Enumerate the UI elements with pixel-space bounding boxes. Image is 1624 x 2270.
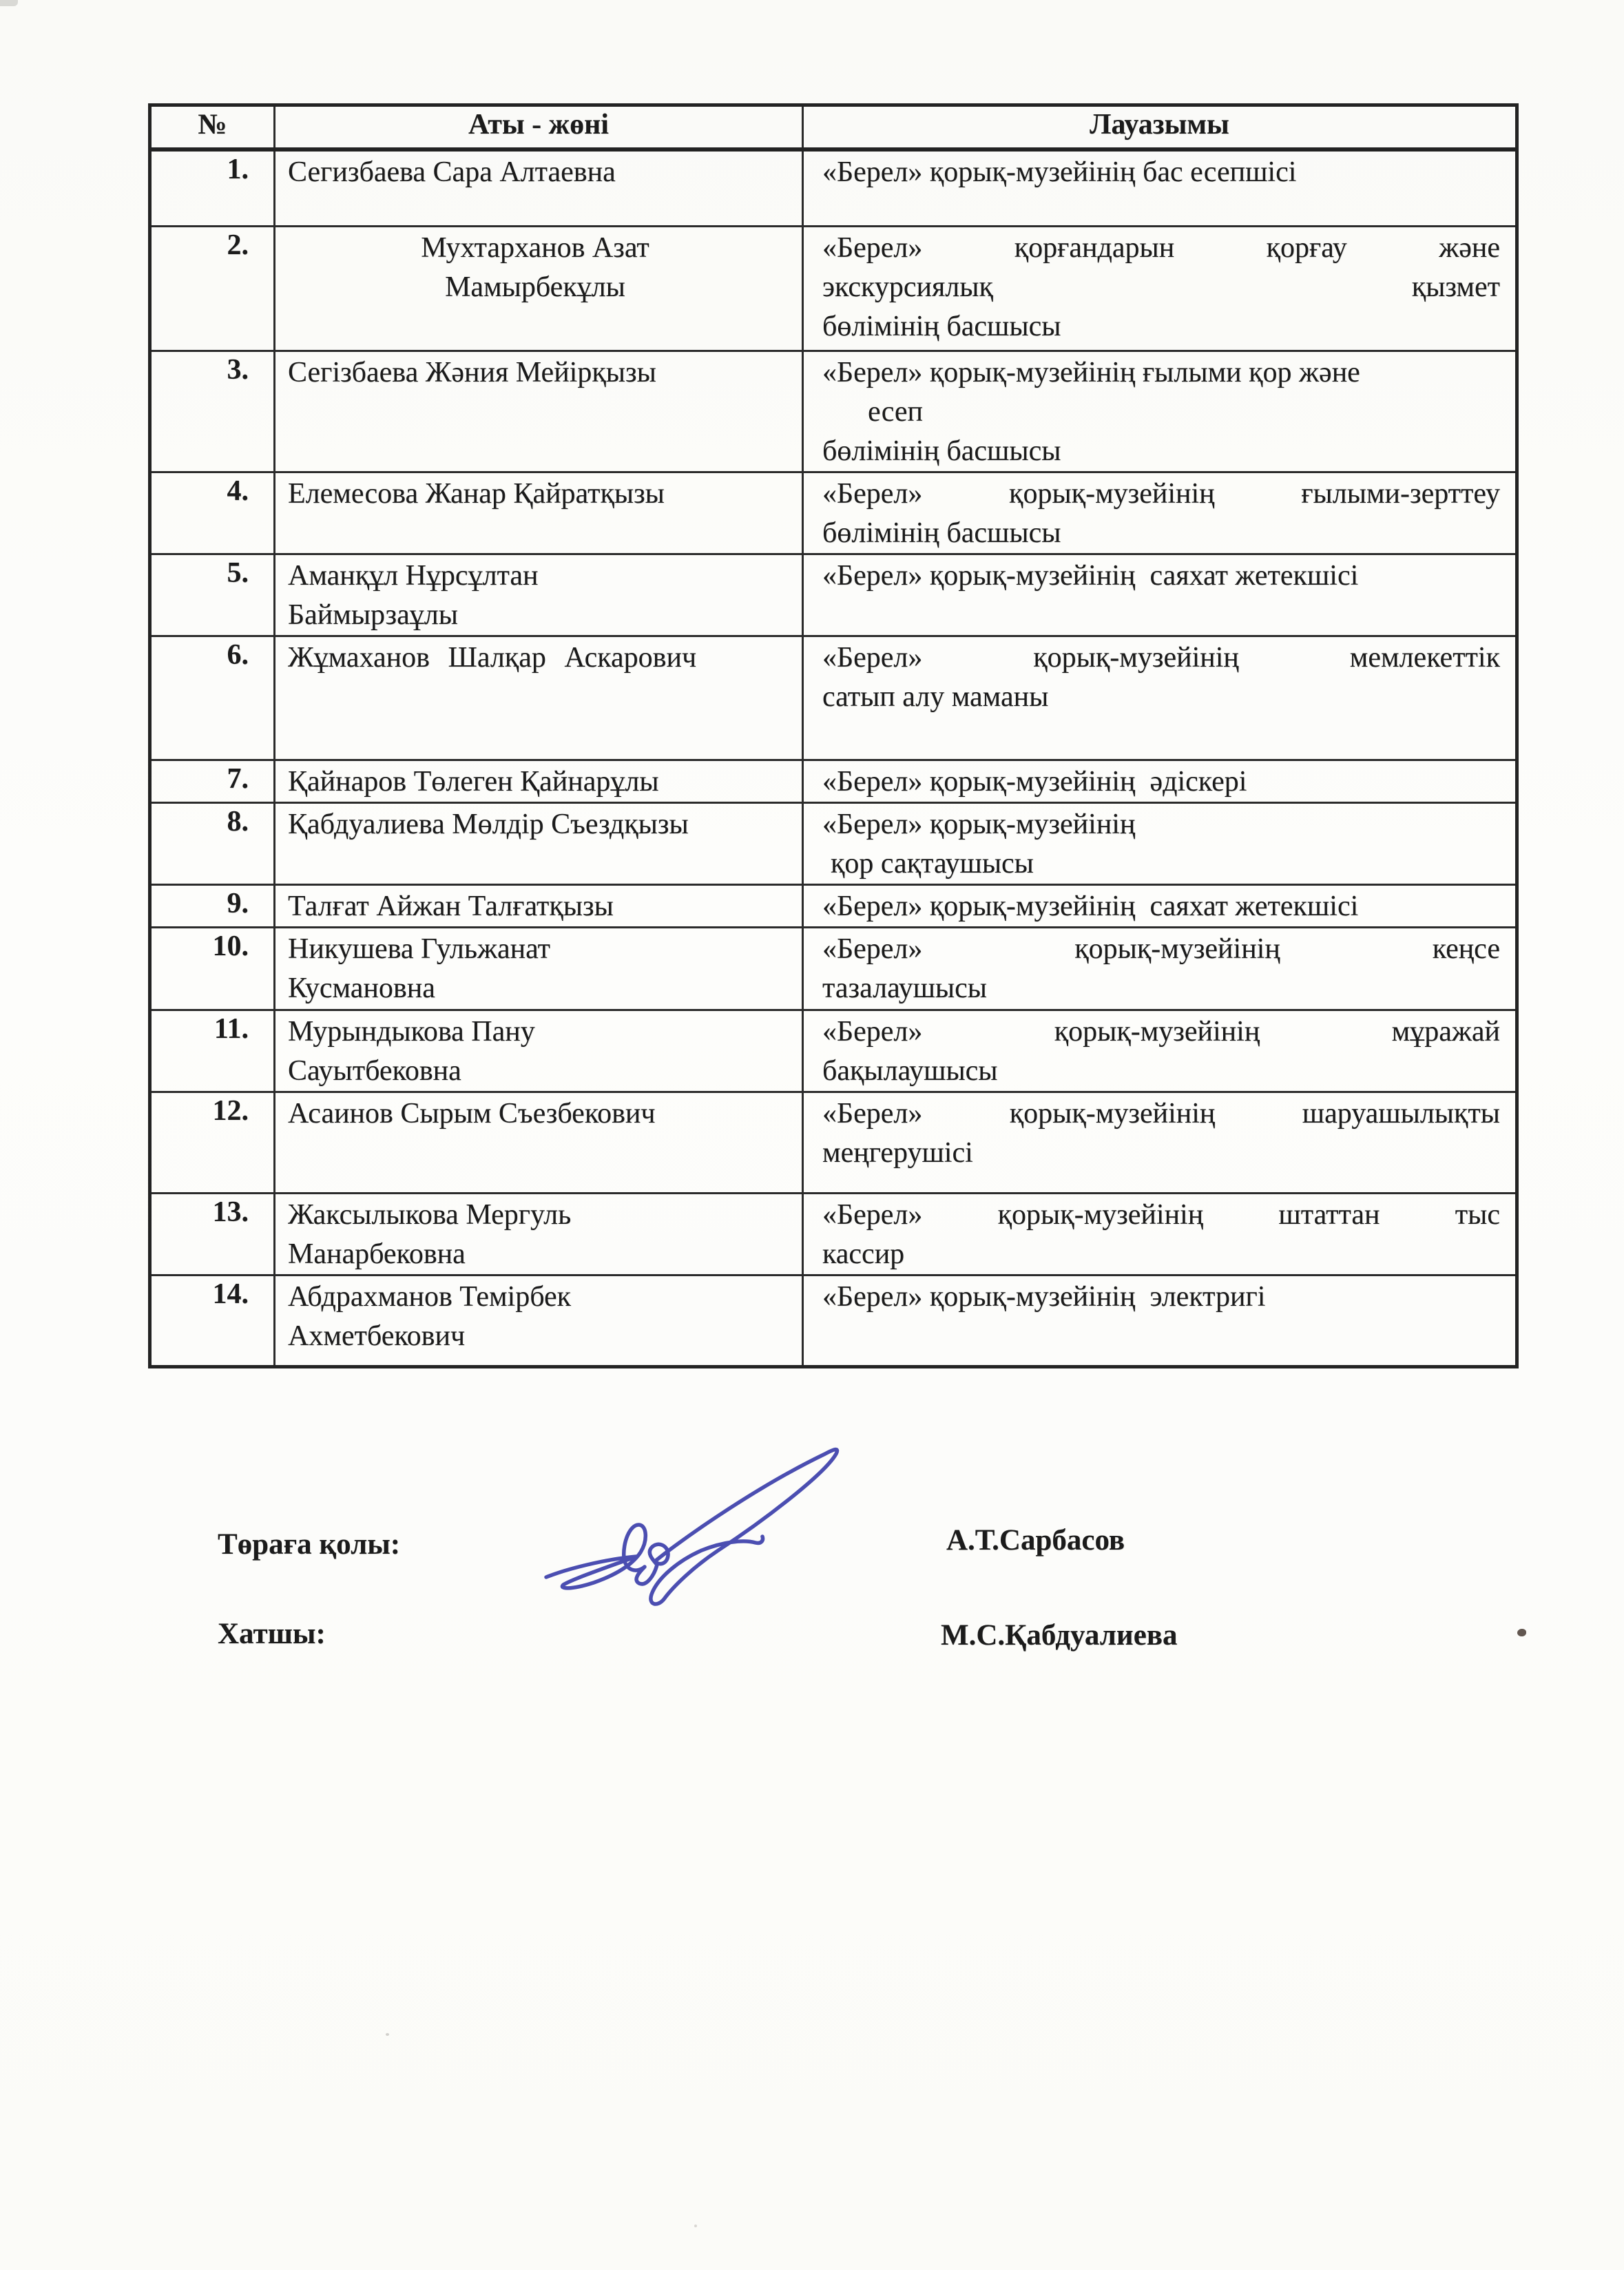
- position-line: бөлімінің басшысы: [822, 311, 1061, 342]
- row-number-cell: [150, 1275, 275, 1367]
- position-line: «Берел» қорық-музейінің: [822, 809, 1136, 840]
- table-body: [150, 149, 1517, 1367]
- row-number-cell: [150, 760, 275, 803]
- table-row: [150, 1275, 1517, 1367]
- header-position: Лауазымы: [803, 105, 1517, 149]
- name-line: Қабдуалиева Мөлдір Съездқызы: [288, 809, 689, 840]
- position-line: «Берел» қорық-музейінің ғылыми қор және: [822, 357, 1360, 388]
- position-line: бөлімінің басшысы: [822, 435, 1061, 467]
- position-word: «Берел»: [822, 933, 923, 965]
- employee-name-cell: [275, 227, 803, 351]
- employee-position-cell: [803, 227, 1517, 351]
- position-word: тыс: [1455, 1199, 1500, 1231]
- position-line: тазалаушысы: [822, 972, 987, 1004]
- employee-name-cell: [275, 1010, 803, 1092]
- scan-speck: [694, 2225, 697, 2227]
- row-number-cell: [150, 351, 275, 472]
- row-number-cell: [150, 803, 275, 885]
- name-line: Сегизбаева Сара Алтаевна: [288, 156, 616, 188]
- employee-name-cell: [275, 472, 803, 554]
- name-line: Жаксылыкова Мергуль: [288, 1199, 572, 1231]
- position-line: сатып алу маманы: [822, 681, 1049, 713]
- secretary-name: М.С.Қабдуалиева: [941, 1619, 1178, 1652]
- table-row: [150, 1010, 1517, 1092]
- position-line: [822, 1094, 1500, 1134]
- position-line: [822, 1196, 1500, 1235]
- position-line: [822, 638, 1500, 678]
- position-line: «Берел» қорық-музейінің бас есепшісі: [822, 156, 1297, 188]
- table-row: [150, 554, 1517, 636]
- scan-speck: [1517, 1629, 1526, 1636]
- name-line: Қайнаров Төлеген Қайнарұлы: [288, 766, 659, 798]
- position-line: есеп: [868, 396, 923, 428]
- name-line: Ахметбекович: [288, 1320, 466, 1352]
- chairman-signature-label: Төраға қолы:: [218, 1528, 401, 1561]
- position-word: «Берел»: [822, 232, 923, 264]
- name-line: Сегізбаева Жәния Мейірқызы: [288, 357, 656, 388]
- chairman-name: А.Т.Сарбасов: [946, 1524, 1125, 1556]
- header-row: [150, 105, 1517, 149]
- table-row: [150, 760, 1517, 803]
- scan-speck: [386, 2033, 389, 2036]
- table-header: [150, 105, 1517, 149]
- table-row: [150, 636, 1517, 760]
- position-line: «Берел» қорық-музейінің саяхат жетекшісі: [822, 560, 1359, 592]
- position-line: бақылаушысы: [822, 1055, 998, 1087]
- row-number-cell: [150, 227, 275, 351]
- row-number: 14.: [212, 1278, 249, 1310]
- name-line: Никушева Гульжанат: [288, 933, 551, 965]
- position-word: мұражай: [1391, 1016, 1500, 1048]
- position-word: қорық-музейінің: [1074, 933, 1280, 965]
- row-number-cell: [150, 928, 275, 1010]
- position-line: «Берел» қорық-музейінің әдіскері: [822, 766, 1247, 798]
- row-number: 9.: [227, 888, 249, 919]
- employee-position-cell: [803, 928, 1517, 1010]
- table-row: [150, 227, 1517, 351]
- position-word: штаттан: [1278, 1199, 1380, 1231]
- position-word: қорық-музейінің: [1009, 478, 1215, 510]
- name-line: Сауытбековна: [288, 1055, 461, 1087]
- position-word: ғылыми-зерттеу: [1301, 478, 1500, 510]
- row-number: 13.: [212, 1196, 249, 1228]
- position-line: меңгерушісі: [822, 1137, 973, 1169]
- employee-position-cell: [803, 636, 1517, 760]
- position-line: [822, 268, 1500, 307]
- position-line: [822, 229, 1500, 268]
- name-line: Асаинов Сырым Съезбекович: [288, 1098, 656, 1129]
- name-line: Мурындыкова Пану: [288, 1016, 535, 1048]
- employee-name-cell: [275, 1092, 803, 1194]
- row-number-cell: [150, 636, 275, 760]
- position-word: және: [1439, 232, 1500, 264]
- name-line: Абдрахманов Темірбек: [288, 1281, 572, 1313]
- employee-position-cell: [803, 1092, 1517, 1194]
- position-word: қызмет: [1411, 271, 1500, 303]
- name-line: Талғат Айжан Талғатқызы: [288, 891, 614, 922]
- position-word: «Берел»: [822, 1016, 923, 1048]
- row-number: 1.: [227, 153, 249, 185]
- position-line: [822, 475, 1500, 514]
- position-word: қорық-музейінің: [1009, 1098, 1216, 1129]
- position-word: «Берел»: [822, 642, 923, 674]
- employee-position-cell: [803, 1010, 1517, 1092]
- employee-name-cell: [275, 554, 803, 636]
- employee-position-cell: [803, 554, 1517, 636]
- table-row: [150, 803, 1517, 885]
- position-line: «Берел» қорық-музейінің саяхат жетекшісі: [822, 891, 1359, 922]
- row-number: 7.: [227, 763, 249, 795]
- position-word: «Берел»: [822, 1199, 923, 1231]
- header-number: №: [150, 105, 275, 149]
- employee-name-cell: [275, 760, 803, 803]
- position-word: шаруашылықты: [1302, 1098, 1500, 1129]
- row-number-cell: [150, 472, 275, 554]
- name-line: Жұмаханов Шалқар Аскарович: [288, 642, 697, 674]
- employee-position-cell: [803, 803, 1517, 885]
- row-number: 12.: [212, 1095, 249, 1127]
- row-number-cell: [150, 149, 275, 227]
- secretary-signature-label: Хатшы:: [218, 1618, 326, 1650]
- row-number-cell: [150, 1010, 275, 1092]
- employee-position-cell: [803, 149, 1517, 227]
- employee-position-cell: [803, 1275, 1517, 1367]
- position-word: қорық-музейінің: [997, 1199, 1204, 1231]
- position-line: бөлімінің басшысы: [822, 517, 1061, 549]
- header-name: Аты - жөні: [275, 105, 803, 149]
- employee-name-cell: [275, 1194, 803, 1275]
- table-row: [150, 1194, 1517, 1275]
- row-number-cell: [150, 1092, 275, 1194]
- row-number: 10.: [212, 930, 249, 962]
- name-line: Аманқұл Нұрсұлтан: [288, 560, 539, 592]
- row-number-cell: [150, 885, 275, 928]
- position-line: кассир: [822, 1238, 905, 1270]
- position-word: «Берел»: [822, 1098, 923, 1129]
- position-word: қорық-музейінің: [1054, 1016, 1260, 1048]
- position-line: «Берел» қорық-музейінің электригі: [822, 1281, 1266, 1313]
- name-line: Кусмановна: [288, 972, 435, 1004]
- table-row: [150, 472, 1517, 554]
- position-word: қорғау: [1266, 232, 1347, 264]
- employee-name-cell: [275, 885, 803, 928]
- position-word: қорғандарын: [1014, 232, 1175, 264]
- employee-name-cell: [275, 928, 803, 1010]
- position-word: экскурсиялық: [822, 271, 993, 303]
- table-row: [150, 1092, 1517, 1194]
- row-number: 4.: [227, 475, 249, 507]
- name-line: Елемесова Жанар Қайратқызы: [288, 478, 665, 510]
- position-word: «Берел»: [822, 478, 923, 510]
- row-number: 2.: [227, 229, 249, 261]
- employee-name-cell: [275, 351, 803, 472]
- position-line: қор сақтаушысы: [831, 848, 1034, 879]
- row-number: 11.: [214, 1013, 249, 1045]
- employee-position-cell: [803, 351, 1517, 472]
- position-line: [822, 930, 1500, 969]
- employee-position-cell: [803, 472, 1517, 554]
- row-number: 6.: [227, 639, 249, 671]
- name-line: Баймырзаұлы: [288, 599, 458, 631]
- employee-position-cell: [803, 1194, 1517, 1275]
- position-line: [822, 1012, 1500, 1052]
- employee-name-cell: [275, 636, 803, 760]
- employee-position-cell: [803, 760, 1517, 803]
- scan-edge-artifact: [0, 0, 18, 6]
- name-line: Мамырбекұлы: [445, 271, 625, 303]
- table-row: [150, 885, 1517, 928]
- employee-position-cell: [803, 885, 1517, 928]
- staff-table: [148, 103, 1519, 1368]
- row-number: 8.: [227, 806, 249, 837]
- table-row: [150, 149, 1517, 227]
- row-number-cell: [150, 554, 275, 636]
- position-word: мемлекеттік: [1349, 642, 1500, 674]
- row-number-cell: [150, 1194, 275, 1275]
- position-word: кеңсе: [1432, 933, 1500, 965]
- name-line: Манарбековна: [288, 1238, 466, 1270]
- table-row: [150, 928, 1517, 1010]
- row-number: 3.: [227, 354, 249, 386]
- handwritten-signature-ink: [536, 1438, 853, 1617]
- table-row: [150, 351, 1517, 472]
- employee-name-cell: [275, 149, 803, 227]
- row-number: 5.: [227, 557, 249, 589]
- employee-name-cell: [275, 803, 803, 885]
- employee-name-cell: [275, 1275, 803, 1367]
- position-word: қорық-музейінің: [1033, 642, 1239, 674]
- name-line: Мухтарханов Азат: [421, 232, 649, 264]
